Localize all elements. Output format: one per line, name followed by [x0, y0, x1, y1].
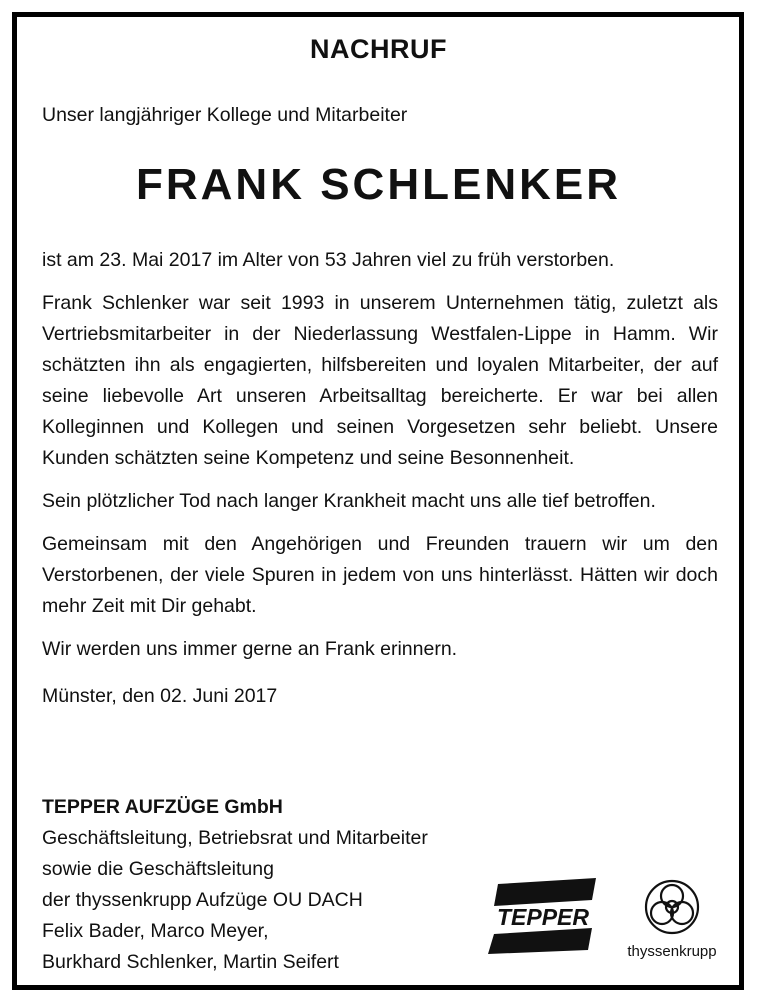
tepper-logo	[484, 876, 602, 954]
place-date-line: Münster, den 02. Juni 2017	[42, 685, 278, 707]
notice-body	[42, 245, 718, 724]
thyssenkrupp-emblem-icon	[643, 878, 701, 936]
thyssenkrupp-wordmark: thyssenkrupp	[627, 943, 717, 960]
tepper-wordmark: TEPPER	[496, 904, 590, 930]
grief-paragraph: Sein plötzlicher Tod nach langer Krankheit macht uns alle tief betroffen.	[42, 490, 656, 512]
signer-line: Burkhard Schlenker, Martin Seifert	[42, 951, 339, 973]
company-name: TEPPER AUFZÜGE GmbH	[42, 796, 283, 818]
signer-line: der thyssenkrupp Aufzüge OU DACH	[42, 889, 363, 911]
signers-block	[42, 792, 428, 978]
signer-line: Geschäftsleitung, Betriebsrat und Mitarbeiter	[42, 827, 428, 849]
signer-line: Felix Bader, Marco Meyer,	[42, 920, 269, 942]
remembrance-line: Wir werden uns immer gerne an Frank erinnern.	[42, 638, 458, 660]
thyssenkrupp-logo	[622, 878, 722, 960]
deceased-name: FRANK SCHLENKER	[136, 160, 621, 209]
notice-heading: NACHRUF	[310, 34, 447, 64]
signer-line: sowie die Geschäftsleitung	[42, 858, 274, 880]
career-paragraph: Frank Schlenker war seit 1993 in unserem Unternehmen tätig, zuletzt als Vertriebsmitarbeiter in der Niederlassung Westfalen-Lippe in Hamm. Wir schätzten ihn als engagierten, hilfsbereiten und loyalen Mitarbeiter, der auf seine liebevolle Art unseren Arbeitsalltag bereicherte. Er war bei allen Kolleginnen und Kollegen und seinen Vorgesetzen sehr beliebt. Unsere Kunden schätzten seine Kompetenz und seine Besonnenheit.	[42, 292, 718, 469]
mourning-paragraph: Gemeinsam mit den Angehörigen und Freunden trauern wir um den Verstorbenen, der viele Spuren in jedem von uns hinterlässt. Hätten wir doch mehr Zeit mit Dir gehabt.	[42, 533, 718, 617]
intro-line: Unser langjähriger Kollege und Mitarbeiter	[42, 104, 408, 126]
death-statement: ist am 23. Mai 2017 im Alter von 53 Jahren viel zu früh verstorben.	[42, 249, 615, 271]
